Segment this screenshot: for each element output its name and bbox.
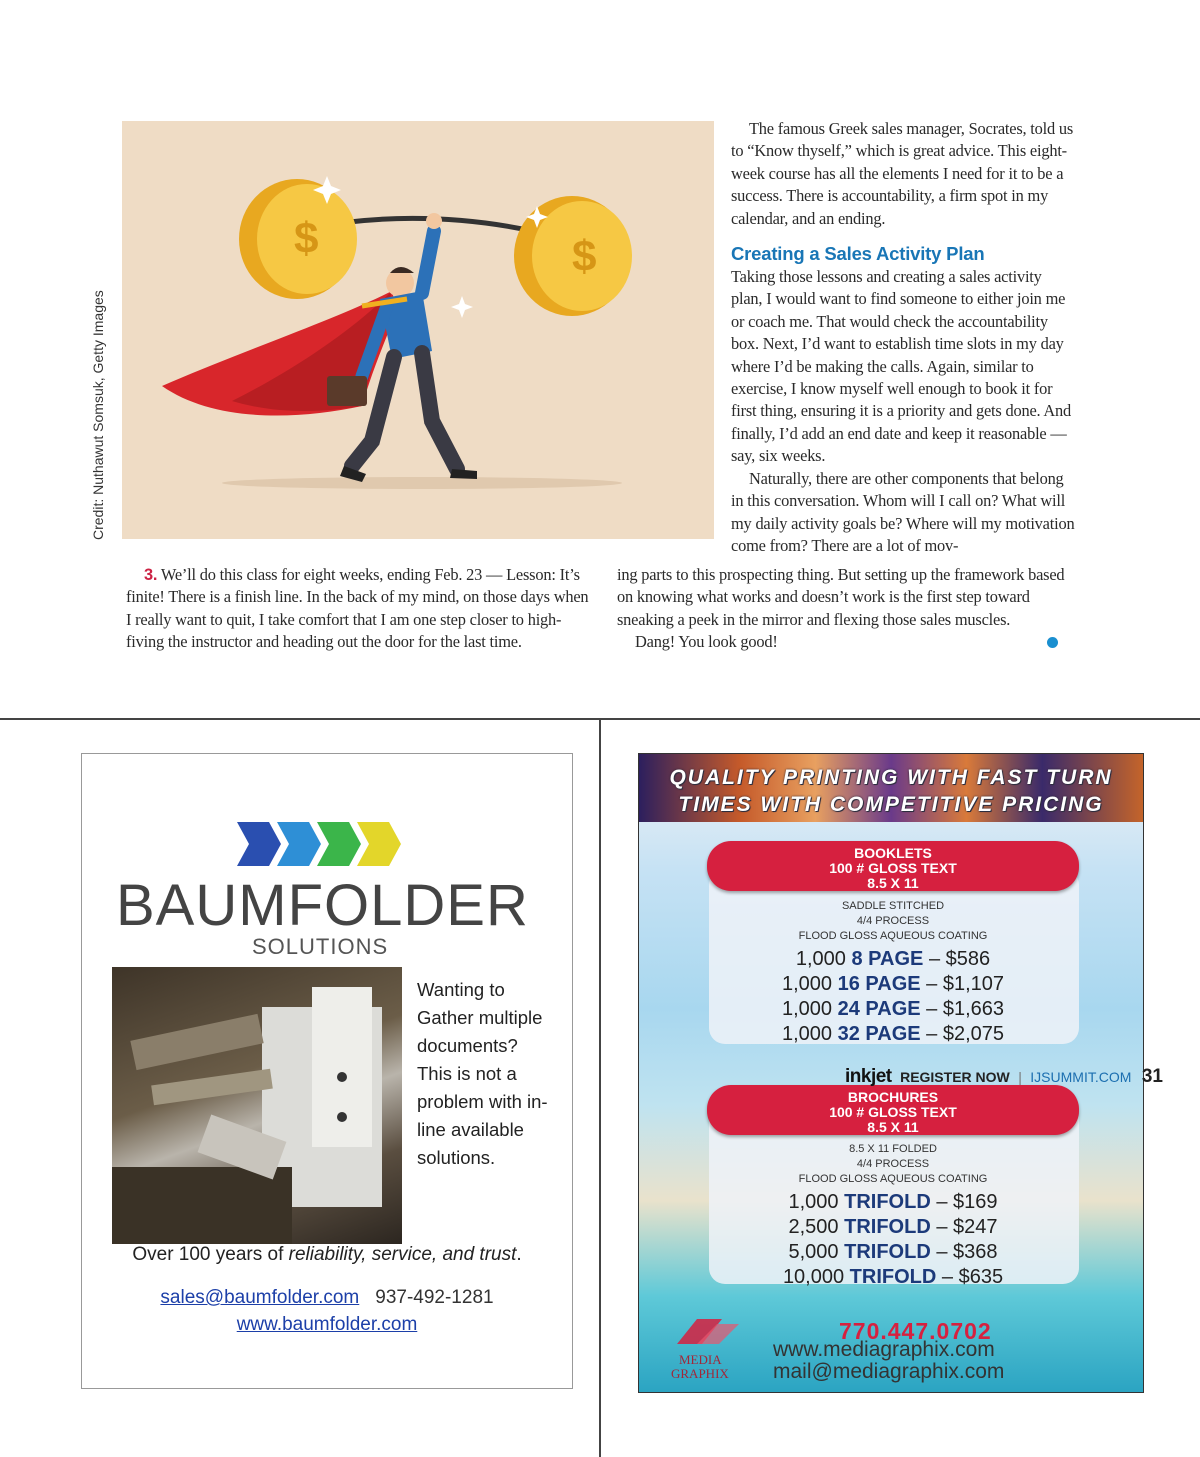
svg-text:$: $ [572, 232, 597, 281]
superhero-coins-illustration [122, 121, 714, 539]
article-paragraph: ing parts to this prospecting thing. But setting up the framework based on knowing what works and doesn’t work is the first step toward sneaking a peek in the mirror and flexing those sales muscles. [617, 565, 1065, 629]
spec-line: 8.5 X 11 FOLDED [849, 1143, 937, 1155]
price-qty: 5,000 [788, 1241, 839, 1263]
price-value: – $635 [941, 1266, 1004, 1288]
lesson-text: We’ll do this class for eight weeks, ending Feb. 23 — Lesson: It’s finite! There is a finish line. In the back of my mind, on those days when I really want to quit, I take comfort that I am one step closer to high-fiving the instructor and heading out the door for the last time. [126, 565, 589, 652]
price-row [707, 947, 1079, 972]
website-link[interactable]: www.baumfolder.com [236, 1314, 418, 1335]
price-item: TRIFOLD [844, 1241, 931, 1263]
booklets-specs [707, 899, 1079, 944]
booklets-title: BOOKLETS [854, 845, 932, 861]
article-continued [617, 564, 1075, 654]
price-qty: 1,000 [795, 948, 846, 970]
price-value: – $169 [936, 1191, 998, 1213]
ad-pitch-text: Wanting to Gather multiple documents? This is not a problem with in-line available solutions. [417, 979, 548, 1168]
price-item: 24 PAGE [837, 998, 921, 1020]
brochures-specs [707, 1142, 1079, 1187]
ad-web-contacts [773, 1339, 1004, 1383]
price-qty: 1,000 [781, 1023, 833, 1045]
ad-contact [82, 1287, 572, 1309]
article-paragraph: The famous Greek sales manager, Socrates, told us to “Know thyself,” which is great advice. This eight-week course has all the elements I need for it to be a success. There is accountability, a firm spot in my calendar, and an ending. [731, 119, 1074, 228]
article-right-column [731, 118, 1076, 557]
price-value: – $247 [936, 1216, 998, 1238]
booklets-heading [707, 841, 1079, 891]
mediagraphix-logo-icon [667, 1314, 749, 1384]
price-value: – $368 [936, 1241, 998, 1263]
baumfolder-chevron-logo-icon [237, 822, 407, 866]
price-qty: 1,000 [781, 998, 833, 1020]
email-link[interactable]: sales@baumfolder.com [160, 1287, 360, 1308]
closing-line: Dang! You look good! [635, 632, 778, 652]
page-footer [845, 1066, 1163, 1088]
ad-tagline [82, 1244, 572, 1266]
spec-line: FLOOD GLOSS AQUEOUS COATING [798, 1173, 988, 1185]
booklets-size: 8.5 X 11 [867, 875, 919, 891]
logo-word-graphix: GRAPHIX [671, 1366, 729, 1381]
price-qty: 10,000 [782, 1266, 845, 1288]
vertical-divider [599, 718, 601, 1457]
machine-photo [112, 967, 402, 1244]
logo-word-media: MEDIA [679, 1352, 722, 1367]
phone-number: 937-492-1281 [375, 1287, 494, 1308]
footer-separator: | [1018, 1069, 1022, 1085]
brochures-title: BROCHURES [847, 1089, 939, 1105]
price-item: TRIFOLD [844, 1191, 931, 1213]
price-row [707, 1022, 1079, 1047]
lesson-number: 3. [144, 566, 158, 584]
price-item: TRIFOLD [849, 1266, 937, 1288]
article-paragraph: Taking those lessons and creating a sales activity plan, I would want to find someone to either join me or coach me. That would check the accountability box. Next, I’d want to establish time slots in my day where I’d be making the calls. Again, similar to exercise, I know myself well enough to book it for first thing, ensuring it is a priority and gets done. And finally, I’d add an end date and keep it reasonable — say, six weeks. [731, 267, 1072, 466]
section-subhead: Creating a Sales Activity Plan [731, 243, 985, 265]
price-item: 8 PAGE [851, 948, 924, 970]
booklets-prices [707, 947, 1079, 1047]
price-row [707, 972, 1079, 997]
inkjet-logo: inkjet [845, 1066, 892, 1087]
price-row [707, 1240, 1079, 1265]
page-number: 31 [1141, 1066, 1163, 1087]
website-link[interactable]: www.mediagraphix.com [773, 1338, 995, 1361]
spec-line: 4/4 PROCESS [856, 915, 930, 927]
brochures-heading [707, 1085, 1079, 1135]
price-qty: 2,500 [788, 1216, 839, 1238]
price-qty: 1,000 [788, 1191, 839, 1213]
ad-headline-line-2: TIMES WITH COMPETITIVE PRICING [678, 793, 1104, 816]
brochures-prices [707, 1190, 1079, 1290]
ad-phone: 770.447.0702 [839, 1318, 992, 1344]
lesson-three [126, 564, 594, 654]
ad-website [82, 1314, 572, 1336]
register-now-text: REGISTER NOW [900, 1069, 1010, 1085]
spec-line: FLOOD GLOSS AQUEOUS COATING [798, 930, 988, 942]
folder-machine-image [112, 967, 402, 1244]
brand-name: BAUMFOLDER [116, 873, 529, 938]
ad-headline-line-1: QUALITY PRINTING WITH FAST TURN [669, 766, 1113, 789]
footer-site-link[interactable]: IJSUMMIT.COM [1030, 1069, 1132, 1085]
tagline-suffix: . [516, 1244, 522, 1265]
price-item: 16 PAGE [837, 973, 921, 995]
price-item: 32 PAGE [837, 1023, 921, 1045]
end-of-article-dot-icon [1047, 637, 1058, 648]
booklets-paper: 100 # GLOSS TEXT [829, 860, 957, 876]
price-row [707, 1215, 1079, 1240]
email-link[interactable]: mail@mediagraphix.com [773, 1360, 1005, 1383]
price-value: – $1,663 [926, 998, 1005, 1020]
baumfolder-ad [81, 753, 573, 1389]
svg-text:$: $ [294, 214, 319, 263]
photo-credit: Credit: Nuthawut Somsuk, Getty Images [90, 290, 106, 540]
price-item: TRIFOLD [844, 1216, 931, 1238]
price-row [707, 1265, 1079, 1290]
price-row [707, 997, 1079, 1022]
tagline-prefix: Over 100 years of [132, 1244, 289, 1265]
price-row [707, 1190, 1079, 1215]
tagline-italic: reliability, service, and trust [288, 1244, 517, 1265]
brand-subtitle: SOLUTIONS [252, 934, 389, 959]
weightlifter-illustration [122, 121, 714, 539]
price-value: – $586 [928, 948, 991, 970]
price-value: – $2,075 [926, 1023, 1005, 1045]
brochures-paper: 100 # GLOSS TEXT [829, 1104, 957, 1120]
article-paragraph: Naturally, there are other components that belong in this conversation. Whom will I call on? What will my daily activity goals be? Where will my motivation come from? There are a lot of mov- [731, 468, 1075, 555]
price-value: – $1,107 [926, 973, 1005, 995]
spec-line: SADDLE STITCHED [841, 900, 945, 912]
spec-line: 4/4 PROCESS [856, 1158, 930, 1170]
price-qty: 1,000 [781, 973, 833, 995]
brochures-size: 8.5 X 11 [867, 1119, 919, 1135]
